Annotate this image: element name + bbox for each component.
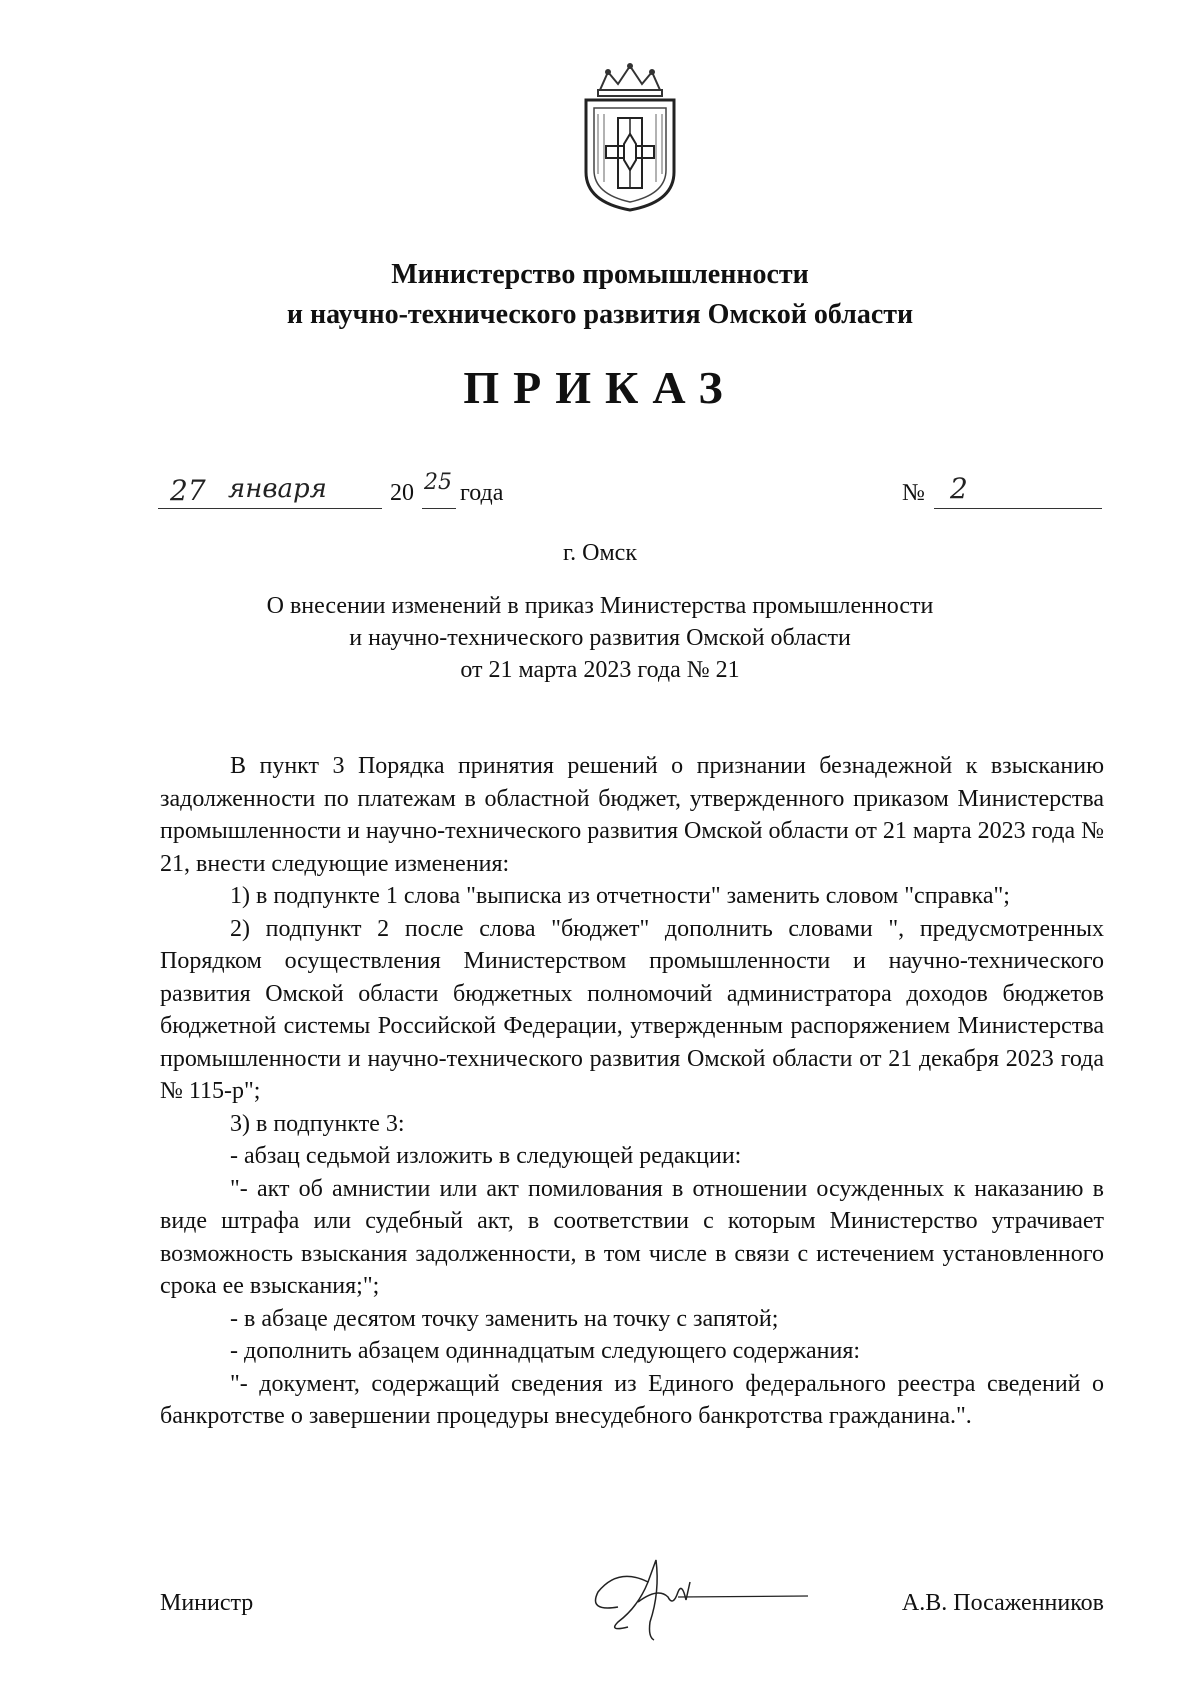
handwritten-signature xyxy=(578,1552,818,1642)
number-label: № xyxy=(902,480,925,506)
order-subject xyxy=(0,590,1200,686)
number-value: 2 xyxy=(950,472,968,505)
date-day: 27 xyxy=(170,474,206,507)
body-paragraph: - в абзаце десятом точку заменить на точку с запятой; xyxy=(230,1305,779,1332)
date-number-row xyxy=(158,470,1104,518)
body-paragraph: "- акт об амнистии или акт помилования в отношении осужденных к наказанию в виде штрафа или судебный акт, в соответствии с которым Министерство утрачивает возможность взыскания задолженности, в том числе в связи с истечением установленного срока ее взыскания;"; xyxy=(160,1175,1104,1299)
signatory-title: Министр xyxy=(160,1590,254,1616)
body-paragraph: - дополнить абзацем одиннадцатым следующего содержания: xyxy=(230,1338,861,1364)
subject-line3: от 21 марта 2023 года № 21 xyxy=(460,657,740,683)
ministry-name-line1: Министерство промышленности xyxy=(391,259,809,290)
year-word: года xyxy=(460,480,504,506)
body-paragraph: В пункт 3 Порядка принятия решений о признании безнадежной к взысканию задолженности по платежам в областной бюджет, утвержденного приказом Министерства промышленности и научно-технического развития Омской области от 21 марта 2023 года № 21, внести следующие изменения: xyxy=(160,753,1104,877)
order-body xyxy=(160,750,1104,1433)
body-paragraph: - абзац седьмой изложить в следующей редакции: xyxy=(230,1143,742,1169)
year-prefix: 20 xyxy=(390,480,414,506)
number-underline xyxy=(934,508,1102,509)
signatory-name: А.В. Посаженников xyxy=(901,1590,1104,1616)
subject-line1: О внесении изменений в приказ Министерства промышленности xyxy=(266,593,934,619)
body-paragraph: "- документ, содержащий сведения из Единого федерального реестра сведений о банкротстве о завершении процедуры внесудебного банкротства гражданина.". xyxy=(160,1370,1104,1429)
date-underline xyxy=(158,508,382,509)
body-paragraph: 3) в подпункте 3: xyxy=(230,1110,405,1137)
body-paragraph: 1) в подпункте 1 слова "выписка из отчетности" заменить словом "справка"; xyxy=(230,883,1010,909)
year-underline xyxy=(422,508,456,509)
date-month: января xyxy=(228,474,327,504)
body-paragraph: 2) подпункт 2 после слова "бюджет" дополнить словами ", предусмотренных Порядком осуществления Министерством промышленности и научно-технического развития Омской области бюджетных полномочий администратора доходов бюджетов бюджетной системы Российской Федерации, утвержденным распоряжением Министерства промышленности и научно-технического развития Омской области от 21 декабря 2023 года № 115-р"; xyxy=(160,915,1104,1104)
coat-of-arms-icon xyxy=(578,62,682,212)
document-type-title: ПРИКАЗ xyxy=(463,362,737,413)
city-name: г. Омск xyxy=(563,540,637,566)
signature-block xyxy=(160,1570,1104,1640)
year-suffix: 25 xyxy=(424,470,452,495)
ministry-name-line2: и научно-технического развития Омской области xyxy=(286,299,914,330)
subject-line2: и научно-технического развития Омской области xyxy=(349,625,851,651)
